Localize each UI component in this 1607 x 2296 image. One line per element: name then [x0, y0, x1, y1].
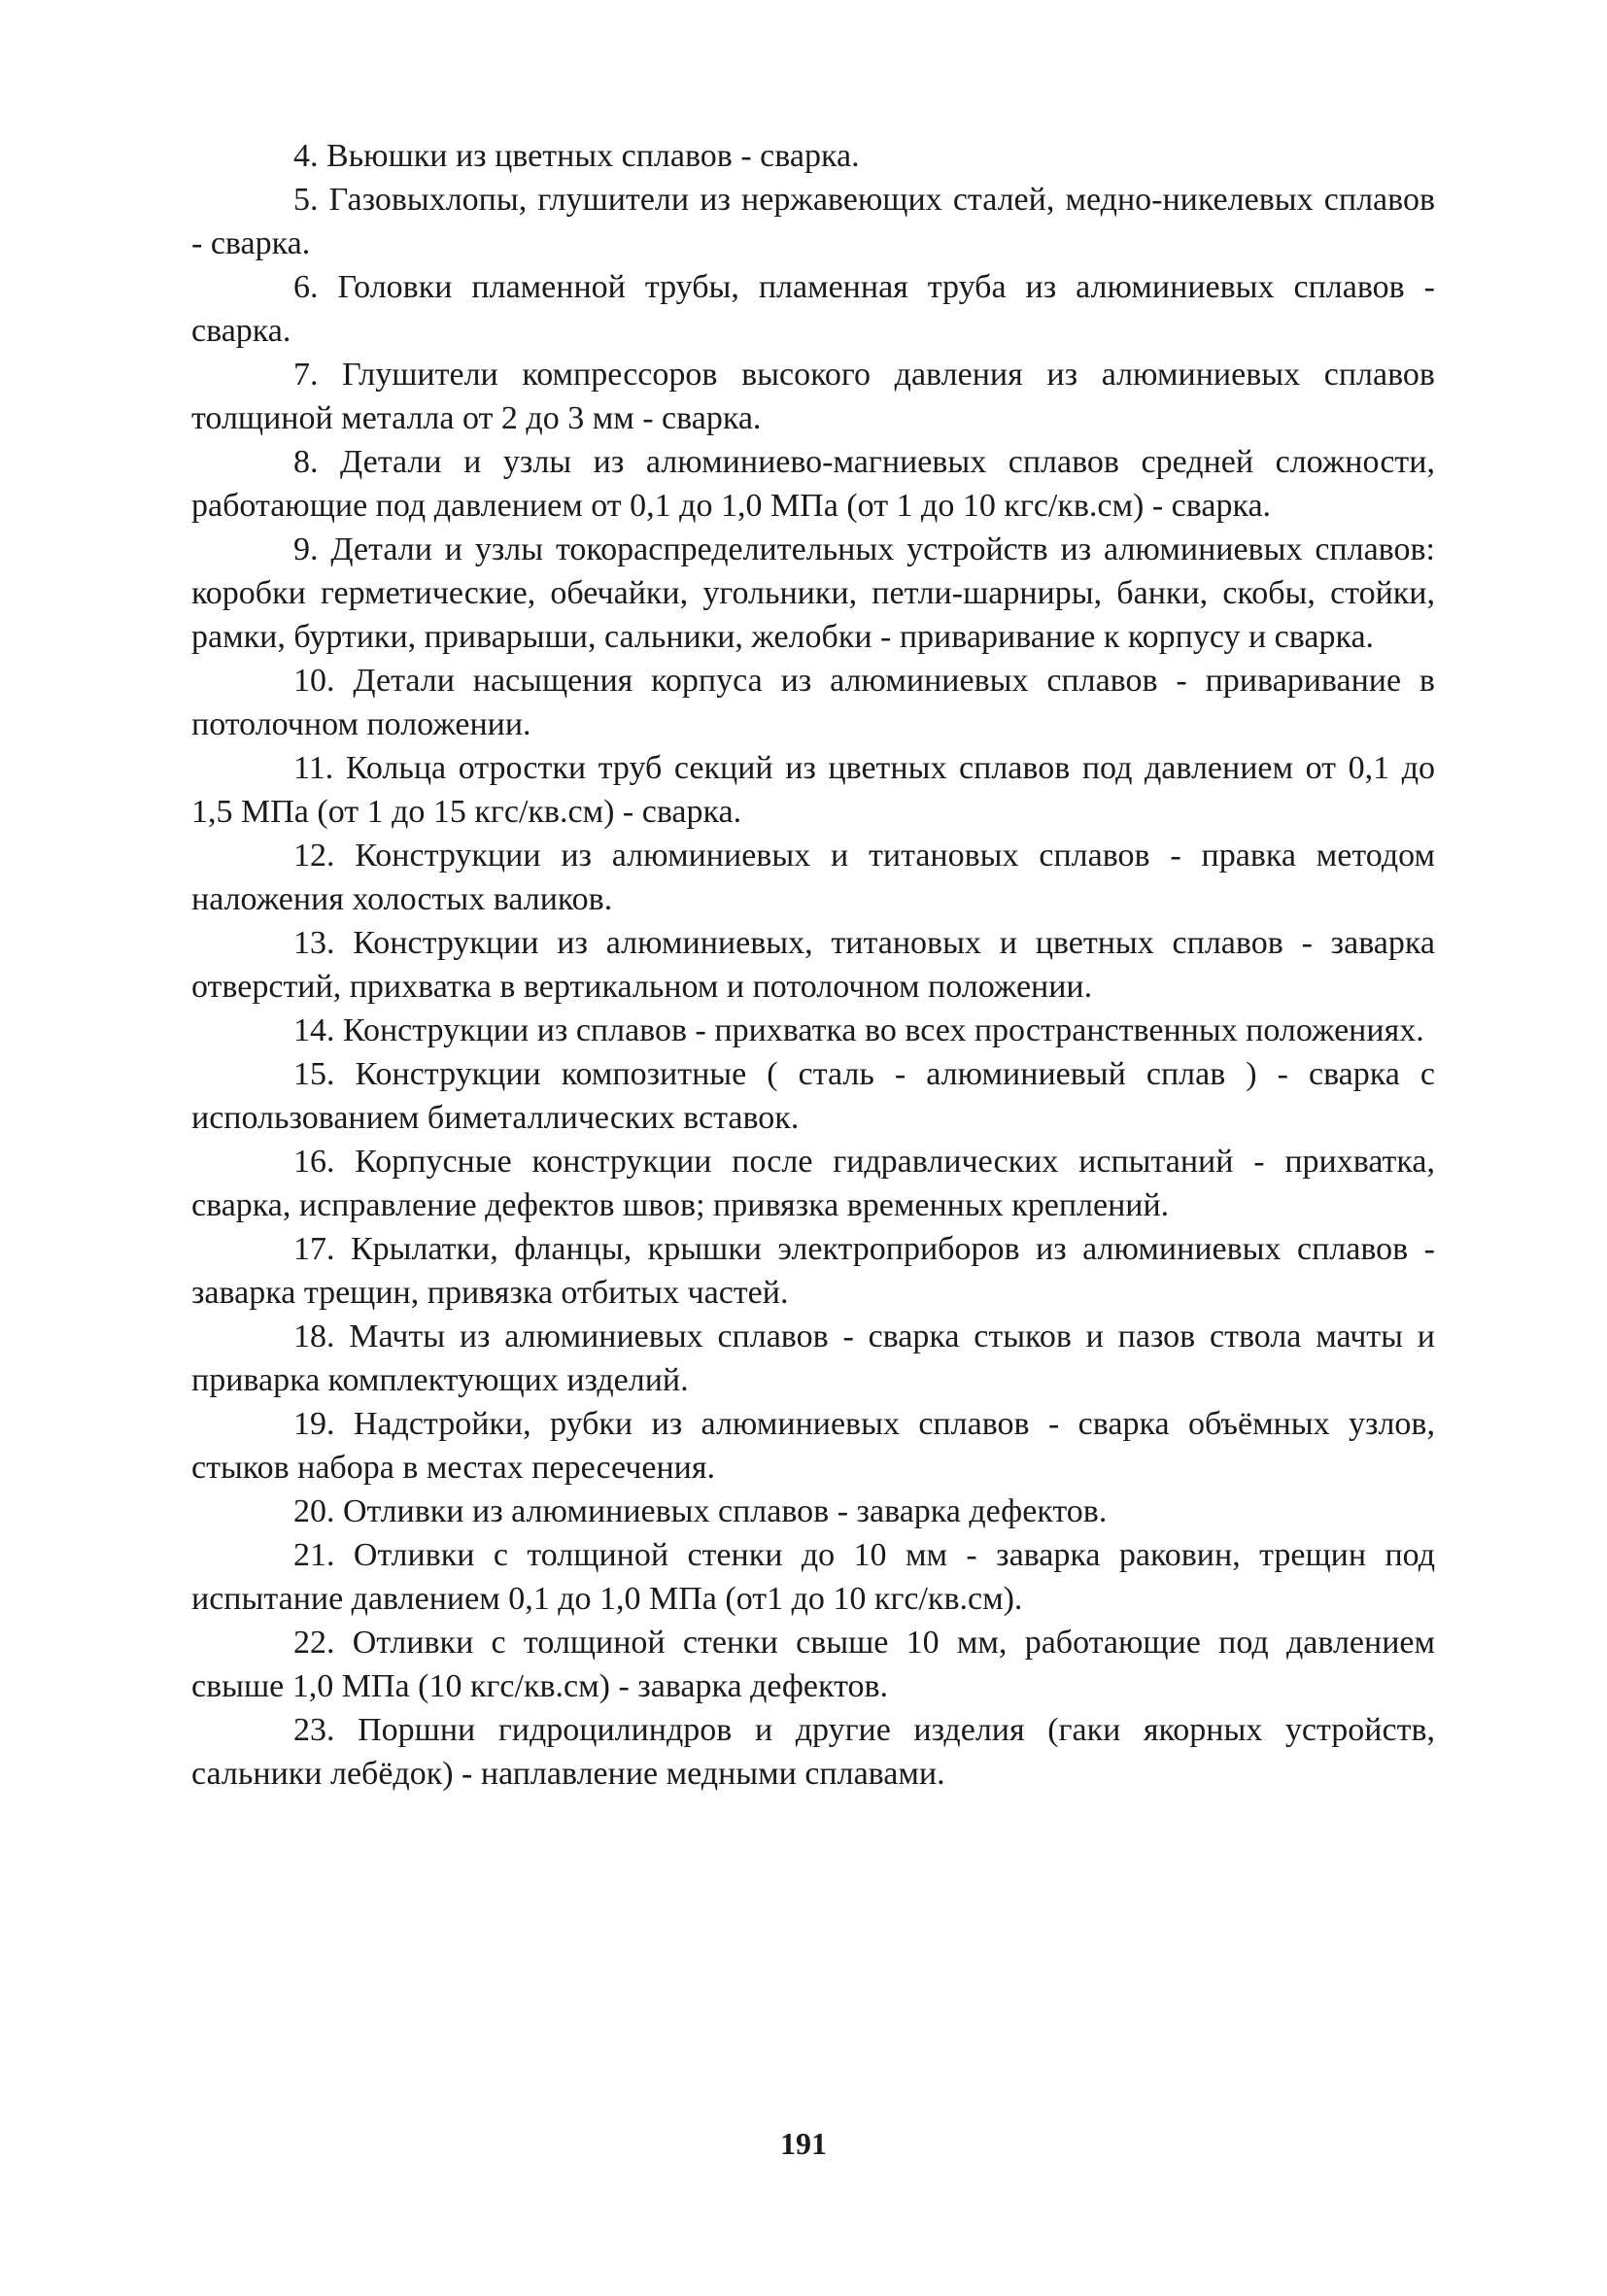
list-item: 18. Мачты из алюминиевых сплавов - сварка стыков и пазов ствола мачты и приварка комплектующих изделий. — [191, 1319, 1435, 1398]
list-item: 12. Конструкции из алюминиевых и титановых сплавов - правка методом наложения холостых валиков. — [191, 838, 1435, 917]
list-item: 7. Глушители компрессоров высокого давления из алюминиевых сплавов толщиной металла от 2 до 3 мм - сварка. — [191, 357, 1435, 436]
list-item: 23. Поршни гидроцилиндров и другие изделия (гаки якорных устройств, сальники лебёдок) - наплавление медными сплавами. — [191, 1712, 1435, 1792]
list-item: 4. Вьюшки из цветных сплавов - сварка. — [293, 138, 860, 174]
list-item: 13. Конструкции из алюминиевых, титановых и цветных сплавов - заварка отверстий, прихватка в вертикальном и потолочном положении. — [191, 925, 1435, 1005]
list-item: 10. Детали насыщения корпуса из алюминиевых сплавов - приваривание в потолочном положении. — [191, 663, 1435, 742]
document-body — [191, 134, 1435, 1796]
list-item: 15. Конструкции композитные ( сталь - алюминиевый сплав ) - сварка с использованием биметаллических вставок. — [191, 1056, 1435, 1136]
list-item: 16. Корпусные конструкции после гидравлических испытаний - прихватка, сварка, исправление дефектов швов; привязка временных креплений. — [191, 1144, 1435, 1223]
list-item: 22. Отливки с толщиной стенки свыше 10 мм, работающие под давлением свыше 1,0 МПа (10 кгс/кв.см) - заварка дефектов. — [191, 1625, 1435, 1704]
page-number: 191 — [780, 2126, 827, 2161]
list-item: 19. Надстройки, рубки из алюминиевых сплавов - сварка объёмных узлов, стыков набора в местах пересечения. — [191, 1406, 1435, 1486]
list-item: 14. Конструкции из сплавов - прихватка во всех пространственных положениях. — [293, 1012, 1424, 1048]
list-item: 6. Головки пламенной трубы, пламенная труба из алюминиевых сплавов - сварка. — [191, 269, 1435, 349]
list-item: 9. Детали и узлы токораспределительных устройств из алюминиевых сплавов: коробки герметические, обечайки, угольники, петли-шарниры, банки, скобы, стойки, рамки, буртики, приварыши, сальники, желобки - приваривание к корпусу и сварка. — [191, 531, 1435, 655]
list-item: 21. Отливки с толщиной стенки до 10 мм - заварка раковин, трещин под испытание давлением 0,1 до 1,0 МПа (от1 до 10 кгс/кв.см). — [191, 1537, 1435, 1617]
list-item: 20. Отливки из алюминиевых сплавов - заварка дефектов. — [293, 1493, 1108, 1529]
list-item: 5. Газовыхлопы, глушители из нержавеющих сталей, медно-никелевых сплавов - сварка. — [191, 182, 1435, 261]
list-item: 17. Крылатки, фланцы, крышки электроприборов из алюминиевых сплавов - заварка трещин, привязка отбитых частей. — [191, 1231, 1435, 1311]
list-item: 8. Детали и узлы из алюминиево-магниевых сплавов средней сложности, работающие под давлением от 0,1 до 1,0 МПа (от 1 до 10 кгс/кв.см) - сварка. — [191, 444, 1435, 524]
list-item: 11. Кольца отростки труб секций из цветных сплавов под давлением от 0,1 до 1,5 МПа (от 1 до 15 кгс/кв.см) - сварка. — [191, 750, 1435, 830]
